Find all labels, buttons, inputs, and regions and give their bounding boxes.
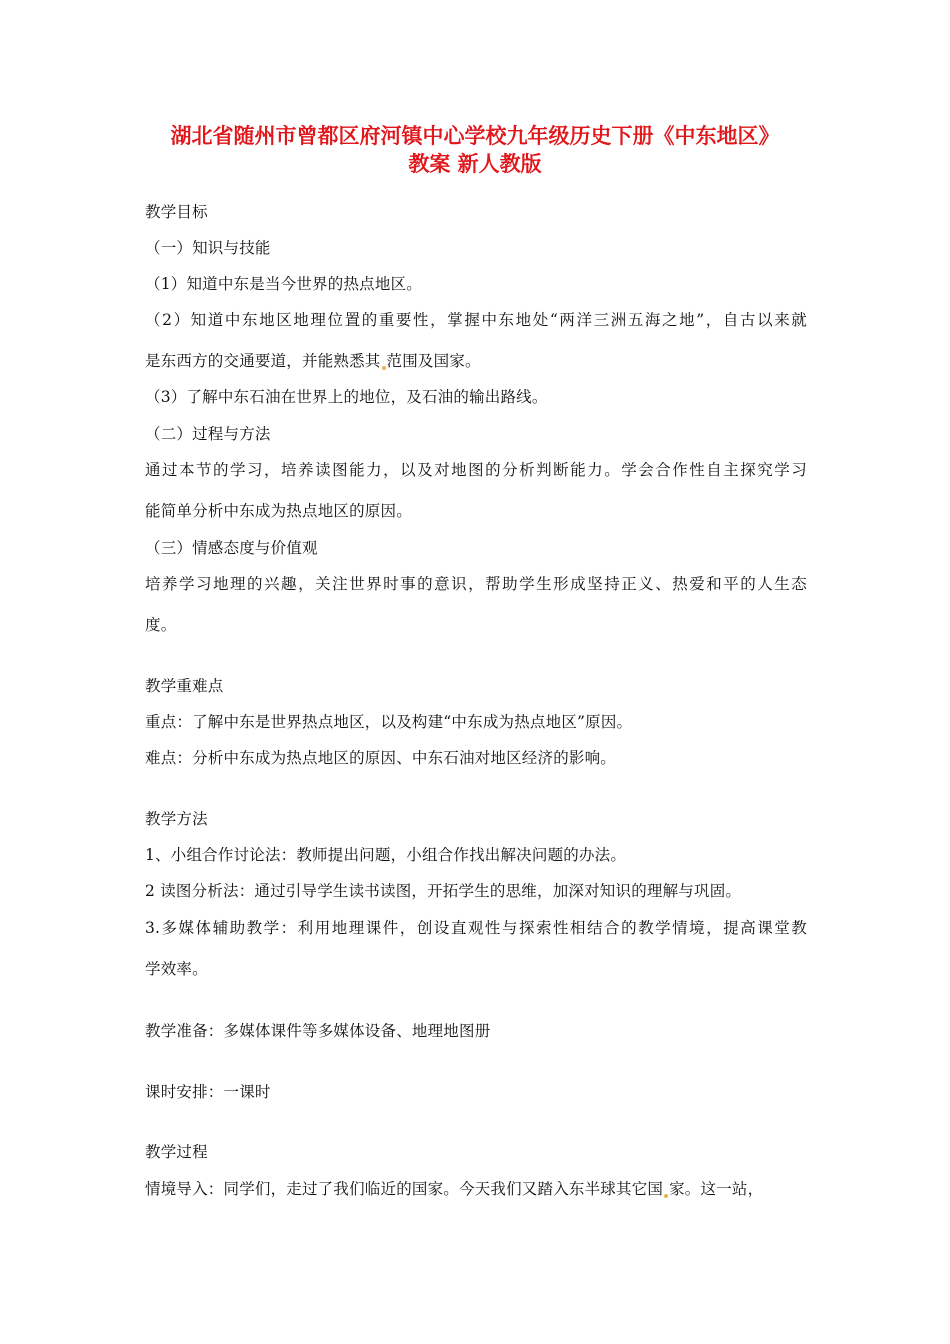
objective-item-2-text-a: 是东西方的交通要道，并能熟悉其 <box>145 352 381 370</box>
preparation-text: 教学准备：多媒体课件等多媒体设备、地理地图册 <box>145 1022 491 1040</box>
subheading-knowledge: （一）知识与技能 <box>145 239 271 257</box>
objective-item-2-line-1: （2）知道中东地区地理位置的重要性，掌握中东地处“两洋三洲五海之地”，自古以来就 <box>145 311 807 329</box>
objective-item-2-line-2 <box>145 351 481 371</box>
process-text-line-1: 通过本节的学习，培养读图能力，以及对地图的分析判断能力。学会合作性自主探究学习 <box>145 461 807 479</box>
process-intro-line <box>145 1179 763 1199</box>
section-heading-process: 教学过程 <box>145 1143 208 1161</box>
method-item-3-line-1: 3.多媒体辅助教学：利用地理课件，创设直观性与探索性相结合的教学情境，提高课堂教 <box>145 919 807 937</box>
annotation-dot <box>664 1194 668 1198</box>
document-title-line-2: 教案 新人教版 <box>408 151 542 176</box>
section-heading-key-points: 教学重难点 <box>145 677 224 695</box>
annotation-dot <box>382 366 386 370</box>
subheading-process: （二）过程与方法 <box>145 425 271 443</box>
section-heading-objectives: 教学目标 <box>145 203 208 221</box>
method-item-1: 1、小组合作讨论法：教师提出问题，小组合作找出解决问题的办法。 <box>145 846 627 864</box>
key-point-difficulty: 难点：分析中东成为热点地区的原因、中东石油对地区经济的影响。 <box>145 749 617 767</box>
key-point-focus: 重点：了解中东是世界热点地区，以及构建“中东成为热点地区”原因。 <box>145 713 633 731</box>
objective-item-1: （1）知道中东是当今世界的热点地区。 <box>145 275 422 293</box>
process-text-line-2: 能简单分析中东成为热点地区的原因。 <box>145 502 412 520</box>
process-intro-text-b: 家。这一站， <box>669 1180 764 1198</box>
attitude-text-line-1: 培养学习地理的兴趣，关注世界时事的意识，帮助学生形成坚持正义、热爱和平的人生态 <box>145 575 807 593</box>
objective-item-2-text-b: 范围及国家。 <box>386 352 481 370</box>
method-item-2: 2 读图分析法：通过引导学生读书读图，开拓学生的思维，加深对知识的理解与巩固。 <box>145 882 742 900</box>
schedule-text: 课时安排：一课时 <box>145 1083 271 1101</box>
document-title-line-1: 湖北省随州市曾都区府河镇中心学校九年级历史下册《中东地区》 <box>170 123 780 148</box>
objective-item-3: （3）了解中东石油在世界上的地位，及石油的输出路线。 <box>145 388 548 406</box>
process-intro-text-a: 情境导入：同学们，走过了我们临近的国家。今天我们又踏入东半球其它国 <box>145 1180 664 1198</box>
method-item-3-line-2: 学效率。 <box>145 960 208 978</box>
section-heading-methods: 教学方法 <box>145 810 208 828</box>
subheading-attitude: （三）情感态度与价值观 <box>145 539 318 557</box>
attitude-text-line-2: 度。 <box>145 616 177 634</box>
